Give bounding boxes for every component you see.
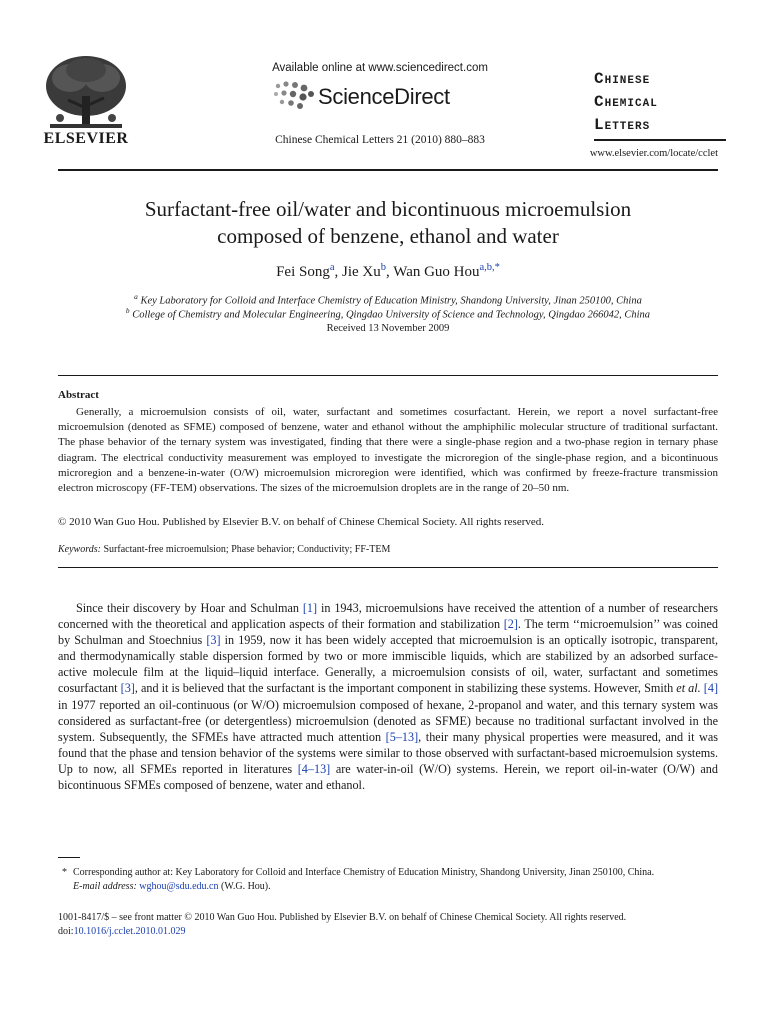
affiliation-mark: b xyxy=(125,306,130,315)
journal-url-link[interactable]: www.elsevier.com/locate/cclet xyxy=(589,148,718,159)
journal-citation: Chinese Chemical Letters 21 (2010) 880–883 xyxy=(275,134,485,146)
received-date: Received 13 November 2009 xyxy=(326,323,450,334)
sciencedirect-logo-text[interactable]: ScienceDirect xyxy=(318,84,450,109)
journal-name-line: Chemical xyxy=(594,93,658,111)
corresponding-author-footnote xyxy=(58,866,718,894)
body-text: in 1943, microemulsions have received the attention of a number of researchers concerned with the theoretical and application aspects of their formation and stabilization xyxy=(58,601,719,632)
footnote-star: * xyxy=(62,867,67,878)
author-name: Wan Guo Hou xyxy=(393,264,480,280)
article-title xyxy=(58,196,718,250)
author-name: Jie Xu xyxy=(342,264,381,280)
email-link[interactable]: wghou@sdu.edu.cn xyxy=(139,881,219,892)
issn-line: 1001-8417/$ – see front matter © 2010 Wan Guo Hou. Published by Elsevier B.V. on behalf of Chinese Chemical Society. All rights reserved. xyxy=(58,912,627,923)
body-text: et al. xyxy=(676,681,701,696)
citation-link[interactable]: [4–13] xyxy=(297,761,331,776)
journal-name-line: Letters xyxy=(594,116,651,134)
citation-link[interactable]: [3] xyxy=(206,633,221,648)
sciencedirect-dots-icon xyxy=(270,80,318,112)
affiliation-text: Key Laboratory for Colloid and Interface Chemistry of Education Ministry, Shandong University, Jinan 250100, China xyxy=(140,295,642,307)
keywords-text: Surfactant-free microemulsion; Phase behavior; Conductivity; FF-TEM xyxy=(103,544,391,555)
journal-name-logo xyxy=(594,68,744,137)
author-affiliation-mark[interactable]: a xyxy=(329,262,335,273)
author-affiliation-mark[interactable]: a,b,* xyxy=(479,262,500,273)
citation-link[interactable]: [2] xyxy=(503,617,518,632)
abstract-top-divider xyxy=(58,375,718,376)
author-list: Fei Song$^a$, Jie Xu$^b$, Wan Guo Hou$^{a,b,*}$ xyxy=(276,262,500,280)
affiliation-a xyxy=(58,292,718,307)
article-title-line: Surfactant-free oil/water and bicontinuous microemulsion xyxy=(144,197,632,221)
email-suffix: (W.G. Hou). xyxy=(221,881,271,892)
body-text: , and it is believed that the surfactant is the important component in stabilizing these systems. However, Smith xyxy=(134,681,677,696)
journal-name-line: Chinese xyxy=(594,70,651,88)
journal-logo-underline xyxy=(594,139,726,141)
body-text: are water-in-oil (W/O) systems. Herein, we report oil-in-water (O/W) and bicontinuous SFMEs composed of benzene, water and ethanol. xyxy=(58,761,718,793)
author-name: Fei Song xyxy=(276,264,330,280)
body-text: . The term ‘‘microemulsion’’ was coined by Schulman and Stoechnius xyxy=(58,617,718,648)
abstract-paragraph: Generally, a microemulsion consists of oil, water, surfactant and sometimes cosurfactant. Herein, we report a novel surfactant-free microemulsion (denoted as SFME) composed of benzene, water and ethanol without the amphiphilic molecular structure of traditional surfactant. The phase behavior of the ternary system was investigated, finding that there were a single-phase region and a two-phase region in ternary phase diagram. The electrical conductivity measurement was employed to investigate the microregion of the single-phase region, and a bicontinuous microregion and a benzene-in-water (O/W) microemulsion microregion were identified, which was confirmed by freeze-fracture transmission electron microscopy (FF-TEM) observations. The sizes of the microemulsion droplets are in the range of 20–50 nm. xyxy=(58,406,718,495)
available-online-text[interactable]: Available online at www.sciencedirect.com xyxy=(272,62,488,74)
affiliation-mark: a xyxy=(134,292,138,301)
affiliation-text: College of Chemistry and Molecular Engineering, Qingdao University of Science and Technology, Qingdao 266042, China xyxy=(132,309,651,321)
author-affiliation-mark[interactable]: b xyxy=(380,262,386,273)
footnote-text: Corresponding author at: Key Laboratory for Colloid and Interface Chemistry of Education Ministry, Shandong University, Jinan 250100, China. xyxy=(73,867,655,878)
doi-label: doi: xyxy=(58,926,74,937)
affiliation-b xyxy=(58,306,718,321)
article-body xyxy=(58,600,718,793)
keywords-label: Keywords: xyxy=(58,544,101,555)
citation-link[interactable]: [4] xyxy=(703,681,719,696)
email-label: E-mail address: xyxy=(73,881,137,892)
body-text: Since their discovery by Hoar and Schulman xyxy=(76,601,303,615)
abstract-bottom-divider xyxy=(58,567,718,568)
citation-link[interactable]: [1] xyxy=(302,601,318,615)
abstract-copyright: © 2010 Wan Guo Hou. Published by Elsevier B.V. on behalf of Chinese Chemical Society. All rights reserved. xyxy=(58,516,545,528)
body-text: in 1977 reported an oil-continuous (or W/O) microemulsion composed of hexane, 2-propanol and water, and this ternary system was considered as surfactant-free (or detergentless) microemulsion (denoted as SFME) because no traditional surfactant involved in the system. Subsequently, the SFMEs have attracted much attention xyxy=(58,697,718,744)
citation-link[interactable]: [3] xyxy=(120,681,135,696)
body-text: in 1959, now it has been widely accepted that microemulsion is an optically isotropic, transparent, and thermodynamically stable dispersion formed by two or more immiscible liquids, which are stabilized by an adsorbed surface-active molecule film at the liquid–liquid interface. Generally, a microemulsion consists of oil, water, surfactant and sometimes cosurfactant xyxy=(58,633,719,696)
citation-link[interactable]: [5–13] xyxy=(385,729,419,744)
abstract-body xyxy=(58,405,718,496)
article-title-line: composed of benzene, ethanol and water xyxy=(217,224,559,248)
header-divider xyxy=(58,169,718,171)
issn-block xyxy=(58,911,718,939)
body-paragraph xyxy=(58,600,718,793)
abstract-heading: Abstract xyxy=(58,389,99,401)
publisher-name: ELSEVIER xyxy=(43,130,129,147)
doi-link[interactable]: 10.1016/j.cclet.2010.01.029 xyxy=(73,926,186,937)
keywords-line xyxy=(58,544,718,555)
footnote-divider xyxy=(58,857,80,858)
body-text: , their many physical properties were measured, and it was found that the phase and tension behavior of the systems were similar to those observed with surfactant-based microemulsion systems. Up to now, all SFMEs reported in literatures xyxy=(58,729,718,776)
